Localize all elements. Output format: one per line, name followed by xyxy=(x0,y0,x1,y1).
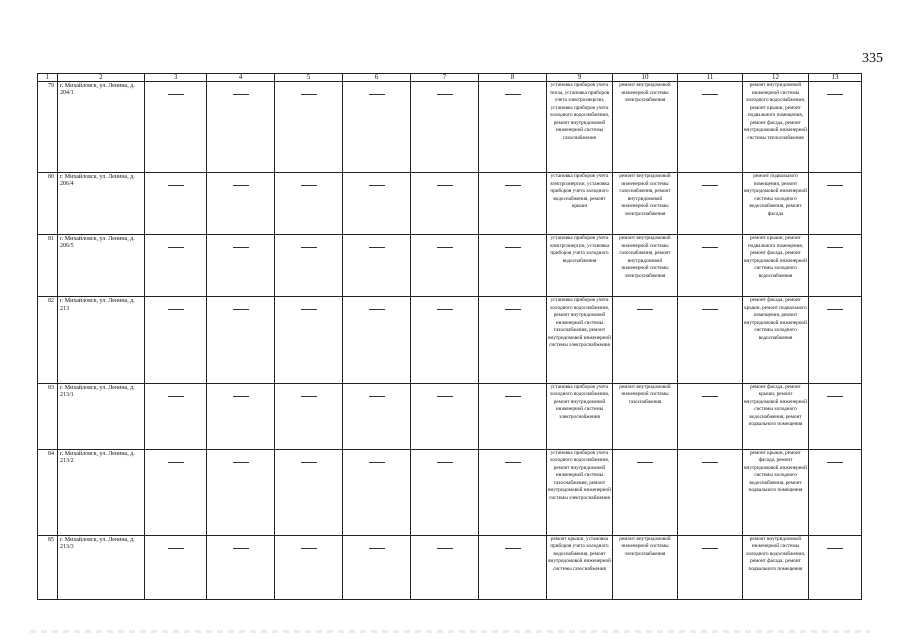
empty-cell-col4 xyxy=(207,173,275,235)
dash-mark xyxy=(505,309,521,310)
empty-cell-col8 xyxy=(479,535,547,599)
dash-mark xyxy=(301,247,317,248)
empty-cell-col4 xyxy=(207,82,275,173)
works-col12: ремонт подвального помещения, ремонт внутридомовой инженерной системы холодного водоснабжения, ремонт фасада xyxy=(743,173,809,235)
address-cell: г. Михайловск, ул. Ленина, д. 213/1 xyxy=(58,383,145,449)
column-header-13: 13 xyxy=(809,74,862,82)
dash-mark xyxy=(233,185,249,186)
empty-cell-col5 xyxy=(275,449,343,535)
empty-cell-col4 xyxy=(207,449,275,535)
dash-mark xyxy=(369,185,385,186)
dash-mark xyxy=(702,185,718,186)
works-col10: ремонт внутридомовой инженерной системы газоснабжения, ремонт внутридомовой инженерной системы электроснабжения xyxy=(613,235,678,297)
column-header-10: 10 xyxy=(613,74,678,82)
column-header-6: 6 xyxy=(343,74,411,82)
dash-mark xyxy=(827,396,843,397)
empty-cell-col7 xyxy=(411,535,479,599)
row-number: 84 xyxy=(38,449,58,535)
dash-mark xyxy=(301,185,317,186)
dash-mark xyxy=(637,309,653,310)
dash-mark xyxy=(827,548,843,549)
row-number: 83 xyxy=(38,383,58,449)
dash-mark xyxy=(505,247,521,248)
column-header-9: 9 xyxy=(547,74,613,82)
empty-cell-col4 xyxy=(207,535,275,599)
empty-cell-col10 xyxy=(613,449,678,535)
empty-cell-col8 xyxy=(479,383,547,449)
row-number: 81 xyxy=(38,235,58,297)
empty-cell-col5 xyxy=(275,535,343,599)
empty-cell-col13 xyxy=(809,449,862,535)
works-col9: установка приборов учета холодного водоснабжения, ремонт внутридомовой инженерной системы газоснабжения, ремонт внутридомовой инженерной системы электроснабжения xyxy=(547,297,613,383)
dash-mark xyxy=(437,396,453,397)
row-number: 79 xyxy=(38,82,58,173)
dash-mark xyxy=(702,548,718,549)
empty-cell-col7 xyxy=(411,383,479,449)
dash-mark xyxy=(827,185,843,186)
empty-cell-col5 xyxy=(275,235,343,297)
works-col12: ремонт фасада, ремонт крыши, ремонт внутридомовой инженерной системы холодного водоснабжения, ремонт подвального помещения xyxy=(743,383,809,449)
address-cell: г. Михайловск, ул. Ленина, д. 213 xyxy=(58,297,145,383)
dash-mark xyxy=(437,548,453,549)
works-col12: ремонт внутридомовой инженерной системы холодного водоснабжения, ремонт крыши, ремонт подвального помещения, ремонт фасада, ремонт внутридомовой инженерной системы теплоснабжения xyxy=(743,82,809,173)
dash-mark xyxy=(233,247,249,248)
works-col9: установка приборов учета тепла, установка приборов учета электроэнергии, установка приборов учета холодного водоснабжения, ремонт внутридомовой инженерной системы газоснабжения xyxy=(547,82,613,173)
empty-cell-col11 xyxy=(678,173,743,235)
empty-cell-col13 xyxy=(809,235,862,297)
column-header-2: 2 xyxy=(58,74,145,82)
dash-mark xyxy=(702,396,718,397)
works-col10: ремонт внутридомовой инженерной системы газоснабжения, ремонт внутридомовой инженерной системы электроснабжения xyxy=(613,173,678,235)
column-header-3: 3 xyxy=(145,74,207,82)
works-col9: установка приборов учета холодного водоснабжения, ремонт внутридомовой инженерной системы электроснабжения xyxy=(547,383,613,449)
table-row xyxy=(38,297,862,383)
works-col10: ремонт внутридомовой инженерной системы газоснабжения xyxy=(613,383,678,449)
dash-mark xyxy=(437,462,453,463)
dash-mark xyxy=(233,396,249,397)
empty-cell-col5 xyxy=(275,383,343,449)
works-col10: ремонт внутридомовой инженерной системы электроснабжения xyxy=(613,82,678,173)
dash-mark xyxy=(505,396,521,397)
column-header-12: 12 xyxy=(743,74,809,82)
works-col12: ремонт крыши, ремонт подвального помещения, ремонт фасада, ремонт внутридомовой инженерной системы холодного водоснабжения xyxy=(743,235,809,297)
column-header-7: 7 xyxy=(411,74,479,82)
column-header-11: 11 xyxy=(678,74,743,82)
empty-cell-col3 xyxy=(145,297,207,383)
empty-cell-col6 xyxy=(343,173,411,235)
dash-mark xyxy=(233,548,249,549)
column-header-8: 8 xyxy=(479,74,547,82)
empty-cell-col6 xyxy=(343,383,411,449)
dash-mark xyxy=(505,462,521,463)
empty-cell-col8 xyxy=(479,449,547,535)
empty-cell-col3 xyxy=(145,173,207,235)
empty-cell-col6 xyxy=(343,449,411,535)
works-col9: ремонт крыши, установка приборов учета холодного водоснабжения, ремонт внутридомовой инженерной системы газоснабжения xyxy=(547,535,613,599)
dash-mark xyxy=(168,247,184,248)
empty-cell-col6 xyxy=(343,82,411,173)
empty-cell-col13 xyxy=(809,383,862,449)
dash-mark xyxy=(369,309,385,310)
empty-cell-col8 xyxy=(479,235,547,297)
table-row xyxy=(38,535,862,599)
dash-mark xyxy=(505,94,521,95)
table-row xyxy=(38,449,862,535)
empty-cell-col3 xyxy=(145,82,207,173)
dash-mark xyxy=(505,185,521,186)
scan-artifact-strip xyxy=(30,630,870,633)
dash-mark xyxy=(369,396,385,397)
empty-cell-col11 xyxy=(678,383,743,449)
dash-mark xyxy=(233,309,249,310)
dash-mark xyxy=(301,94,317,95)
dash-mark xyxy=(827,309,843,310)
address-cell: г. Михайловск, ул. Ленина, д. 204/1 xyxy=(58,82,145,173)
table-row xyxy=(38,383,862,449)
dash-mark xyxy=(702,247,718,248)
dash-mark xyxy=(437,309,453,310)
dash-mark xyxy=(168,309,184,310)
dash-mark xyxy=(637,462,653,463)
works-col10: ремонт внутридомовой инженерной системы электроснабжения xyxy=(613,535,678,599)
empty-cell-col6 xyxy=(343,297,411,383)
works-col12: ремонт крыши, ремонт фасада, ремонт внутридомовой инженерной системы холодного водоснабжения, ремонт подвального помещения xyxy=(743,449,809,535)
work-plan-table xyxy=(37,73,862,600)
works-col12: ремонт фасада, ремонт крыши, ремонт подвального помещения, ремонт внутридомовой инженерной системы холодного водоснабжения xyxy=(743,297,809,383)
works-col9: установка приборов учета электроэнергии, установка приборов учета холодного водоснабжения, ремонт крыши xyxy=(547,173,613,235)
page-number: 335 xyxy=(862,51,883,66)
empty-cell-col7 xyxy=(411,449,479,535)
empty-cell-col13 xyxy=(809,535,862,599)
dash-mark xyxy=(702,309,718,310)
dash-mark xyxy=(233,94,249,95)
empty-cell-col5 xyxy=(275,297,343,383)
dash-mark xyxy=(437,247,453,248)
empty-cell-col7 xyxy=(411,173,479,235)
column-header-1: 1 xyxy=(38,74,58,82)
dash-mark xyxy=(168,94,184,95)
empty-cell-col7 xyxy=(411,235,479,297)
column-header-4: 4 xyxy=(207,74,275,82)
dash-mark xyxy=(369,462,385,463)
dash-mark xyxy=(437,94,453,95)
dash-mark xyxy=(827,247,843,248)
empty-cell-col5 xyxy=(275,173,343,235)
row-number: 82 xyxy=(38,297,58,383)
header-row xyxy=(38,74,862,82)
column-header-5: 5 xyxy=(275,74,343,82)
empty-cell-col6 xyxy=(343,235,411,297)
empty-cell-col8 xyxy=(479,82,547,173)
dash-mark xyxy=(168,396,184,397)
empty-cell-col3 xyxy=(145,235,207,297)
table-row xyxy=(38,173,862,235)
empty-cell-col11 xyxy=(678,449,743,535)
dash-mark xyxy=(301,548,317,549)
address-cell: г. Михайловск, ул. Ленина, д. 213/2 xyxy=(58,449,145,535)
empty-cell-col10 xyxy=(613,297,678,383)
dash-mark xyxy=(233,462,249,463)
dash-mark xyxy=(437,185,453,186)
dash-mark xyxy=(168,185,184,186)
row-number: 85 xyxy=(38,535,58,599)
empty-cell-col11 xyxy=(678,535,743,599)
address-cell: г. Михайловск, ул. Ленина, д. 213/3 xyxy=(58,535,145,599)
empty-cell-col13 xyxy=(809,173,862,235)
empty-cell-col3 xyxy=(145,535,207,599)
empty-cell-col13 xyxy=(809,297,862,383)
dash-mark xyxy=(301,462,317,463)
empty-cell-col8 xyxy=(479,173,547,235)
dash-mark xyxy=(301,309,317,310)
empty-cell-col13 xyxy=(809,82,862,173)
row-number: 80 xyxy=(38,173,58,235)
dash-mark xyxy=(505,548,521,549)
empty-cell-col11 xyxy=(678,235,743,297)
empty-cell-col6 xyxy=(343,535,411,599)
dash-mark xyxy=(301,396,317,397)
empty-cell-col5 xyxy=(275,82,343,173)
dash-mark xyxy=(369,548,385,549)
empty-cell-col4 xyxy=(207,383,275,449)
address-cell: г. Михайловск, ул. Ленина, д. 206/5 xyxy=(58,235,145,297)
empty-cell-col3 xyxy=(145,383,207,449)
dash-mark xyxy=(827,94,843,95)
dash-mark xyxy=(168,462,184,463)
empty-cell-col7 xyxy=(411,297,479,383)
table-row xyxy=(38,82,862,173)
dash-mark xyxy=(702,94,718,95)
works-col12: ремонт внутридомовой инженерной системы холодного водоснабжения, ремонт фасада, ремонт подвального помещения xyxy=(743,535,809,599)
dash-mark xyxy=(827,462,843,463)
empty-cell-col4 xyxy=(207,297,275,383)
dash-mark xyxy=(168,548,184,549)
works-col9: установка приборов учета холодного водоснабжения, ремонт внутридомовой инженерной системы газоснабжения, ремонт внутридомовой инженерной системы электроснабжения xyxy=(547,449,613,535)
empty-cell-col11 xyxy=(678,297,743,383)
empty-cell-col7 xyxy=(411,82,479,173)
address-cell: г. Михайловск, ул. Ленина, д. 206/4 xyxy=(58,173,145,235)
table-row xyxy=(38,235,862,297)
dash-mark xyxy=(369,247,385,248)
empty-cell-col8 xyxy=(479,297,547,383)
dash-mark xyxy=(369,94,385,95)
empty-cell-col11 xyxy=(678,82,743,173)
works-col9: установка приборов учета электроэнергии, установка приборов учета холодного водоснабжения xyxy=(547,235,613,297)
empty-cell-col3 xyxy=(145,449,207,535)
empty-cell-col4 xyxy=(207,235,275,297)
dash-mark xyxy=(702,462,718,463)
